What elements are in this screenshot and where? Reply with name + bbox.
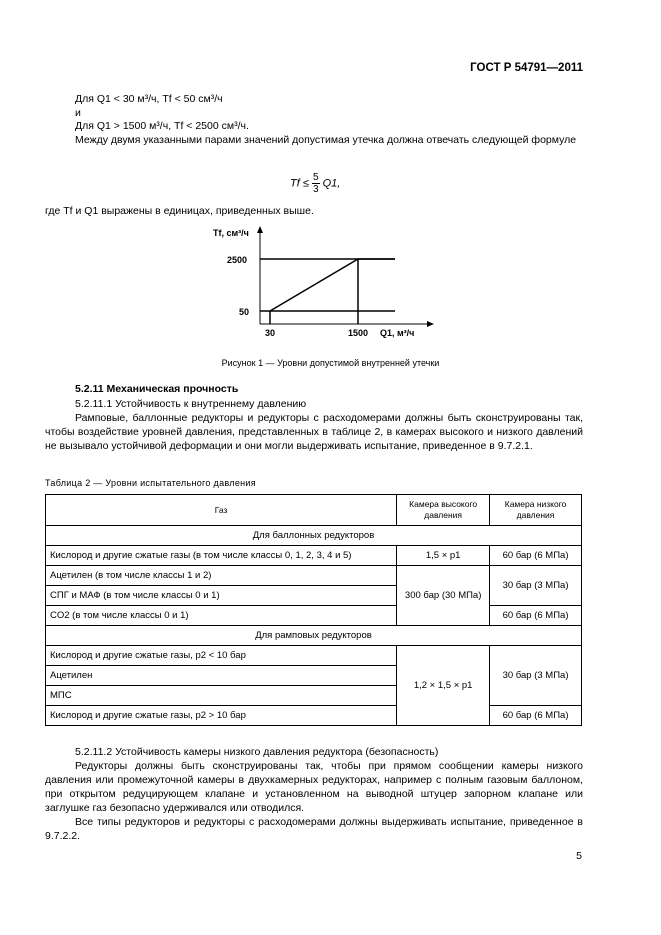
header-low: Камера низкого давления (490, 495, 582, 526)
table-row (46, 646, 582, 666)
table-header-row (46, 495, 582, 526)
cell-high: 1,5 × p1 (397, 546, 490, 566)
cell-high: 300 бар (30 МПа) (397, 566, 490, 626)
cell-low: 30 бар (3 МПа) (490, 646, 582, 706)
cell-gas: МПС (46, 686, 397, 706)
leakage-series-line (270, 259, 395, 311)
document-header: ГОСТ Р 54791—2011 (470, 62, 583, 74)
subsection2-paragraph-1: Редукторы должны быть сконструированы так, чтобы при прямом сообщении камеры низкого давления или промежуточной камеры в двухкамерных редукторах, например с полным газовым баллоном, при открытом редуцирующем клапане и установленном на выводной штуцер запорном клапане или заглушке газ безопасно удерживался или отводился. (45, 760, 583, 814)
x-tick-label-low: 30 (265, 328, 276, 338)
x-axis-label: Q1, м³/ч (380, 328, 415, 338)
subsection2-title: 5.2.11.2 Устойчивость камеры низкого давления редуктора (безопасность) (75, 746, 439, 758)
header-high: Камера высокого давления (397, 495, 490, 526)
y-tick-label-high: 2500 (227, 255, 248, 265)
formula-intro-paragraph: Между двумя указанными парами значений допустимая утечка должна отвечать следующей формуле (75, 134, 577, 146)
subsection2-paragraph-2: Все типы редукторов и редукторы с расходомерами должны выдерживать испытание, приведенное в 9.7.2.2. (45, 816, 583, 842)
table-row (46, 606, 582, 626)
table-group-row (46, 626, 582, 646)
figure-caption: Рисунок 1 — Уровни допустимой внутренней утечки (221, 358, 440, 368)
section-title: 5.2.11 Механическая прочность (75, 383, 239, 395)
table-caption: Таблица 2 — Уровни испытательного давления (45, 478, 256, 488)
subsection-title: 5.2.11.1 Устойчивость к внутреннему давлению (75, 398, 307, 410)
y-tick-label-low: 50 (239, 307, 250, 317)
condition-line-1: Для Q1 < 30 м³/ч, Tf < 50 см³/ч (75, 93, 223, 105)
page-number: 5 (576, 850, 582, 862)
cell-low: 30 бар (3 МПа) (490, 566, 582, 606)
cell-low: 60 бар (6 МПа) (490, 706, 582, 726)
cell-gas: Кислород и другие сжатые газы (в том числе классы 0, 1, 2, 3, 4 и 5) (46, 546, 397, 566)
cell-high: 1,2 × 1,5 × p1 (397, 646, 490, 726)
table-group-row (46, 526, 582, 546)
formula-rhs: Q1, (322, 177, 341, 190)
y-axis-arrow (257, 226, 263, 233)
x-tick-label-high: 1500 (348, 328, 369, 338)
formula-lhs: Tf ≤ (290, 177, 309, 190)
formula (290, 172, 340, 195)
group-cylinder: Для баллонных редукторов (46, 526, 582, 546)
cell-gas: СПГ и МАФ (в том числе классы 0 и 1) (46, 586, 397, 606)
cell-gas: Ацетилен (в том числе классы 1 и 2) (46, 566, 397, 586)
conjunction-line: и (75, 107, 81, 119)
formula-explanation: где Tf и Q1 выражены в единицах, приведенных выше. (45, 205, 314, 217)
formula-numerator: 5 (312, 172, 319, 183)
leakage-chart (195, 222, 435, 342)
formula-denominator: 3 (312, 184, 319, 195)
cell-low: 60 бар (6 МПа) (490, 606, 582, 626)
formula-fraction (312, 172, 320, 195)
group-ramp: Для рамповых редукторов (46, 626, 582, 646)
x-axis-arrow (427, 321, 434, 327)
pressure-table (45, 494, 582, 726)
cell-gas: Ацетилен (46, 666, 397, 686)
y-axis-label: Tf, см³/ч (213, 228, 249, 238)
cell-gas: Кислород и другие сжатые газы, p2 < 10 бар (46, 646, 397, 666)
header-gas: Газ (46, 495, 397, 526)
table-row (46, 706, 582, 726)
cell-gas: CO2 (в том числе классы 0 и 1) (46, 606, 397, 626)
cell-gas: Кислород и другие сжатые газы, p2 > 10 бар (46, 706, 397, 726)
condition-line-2: Для Q1 > 1500 м³/ч, Tf < 2500 см³/ч. (75, 120, 249, 132)
table-row (46, 566, 582, 586)
cell-low: 60 бар (6 МПа) (490, 546, 582, 566)
table-row (46, 546, 582, 566)
subsection-paragraph: Рамповые, баллонные редукторы и редукторы с расходомерами должны быть сконструированы так, чтобы воздействие уровней давления, представленных в таблице 2, в камерах высокого и низкого давлений не вызывало устойчивой деформации и они могли выдерживать испытание, приведенное в 9.7.2.1. (45, 412, 583, 452)
